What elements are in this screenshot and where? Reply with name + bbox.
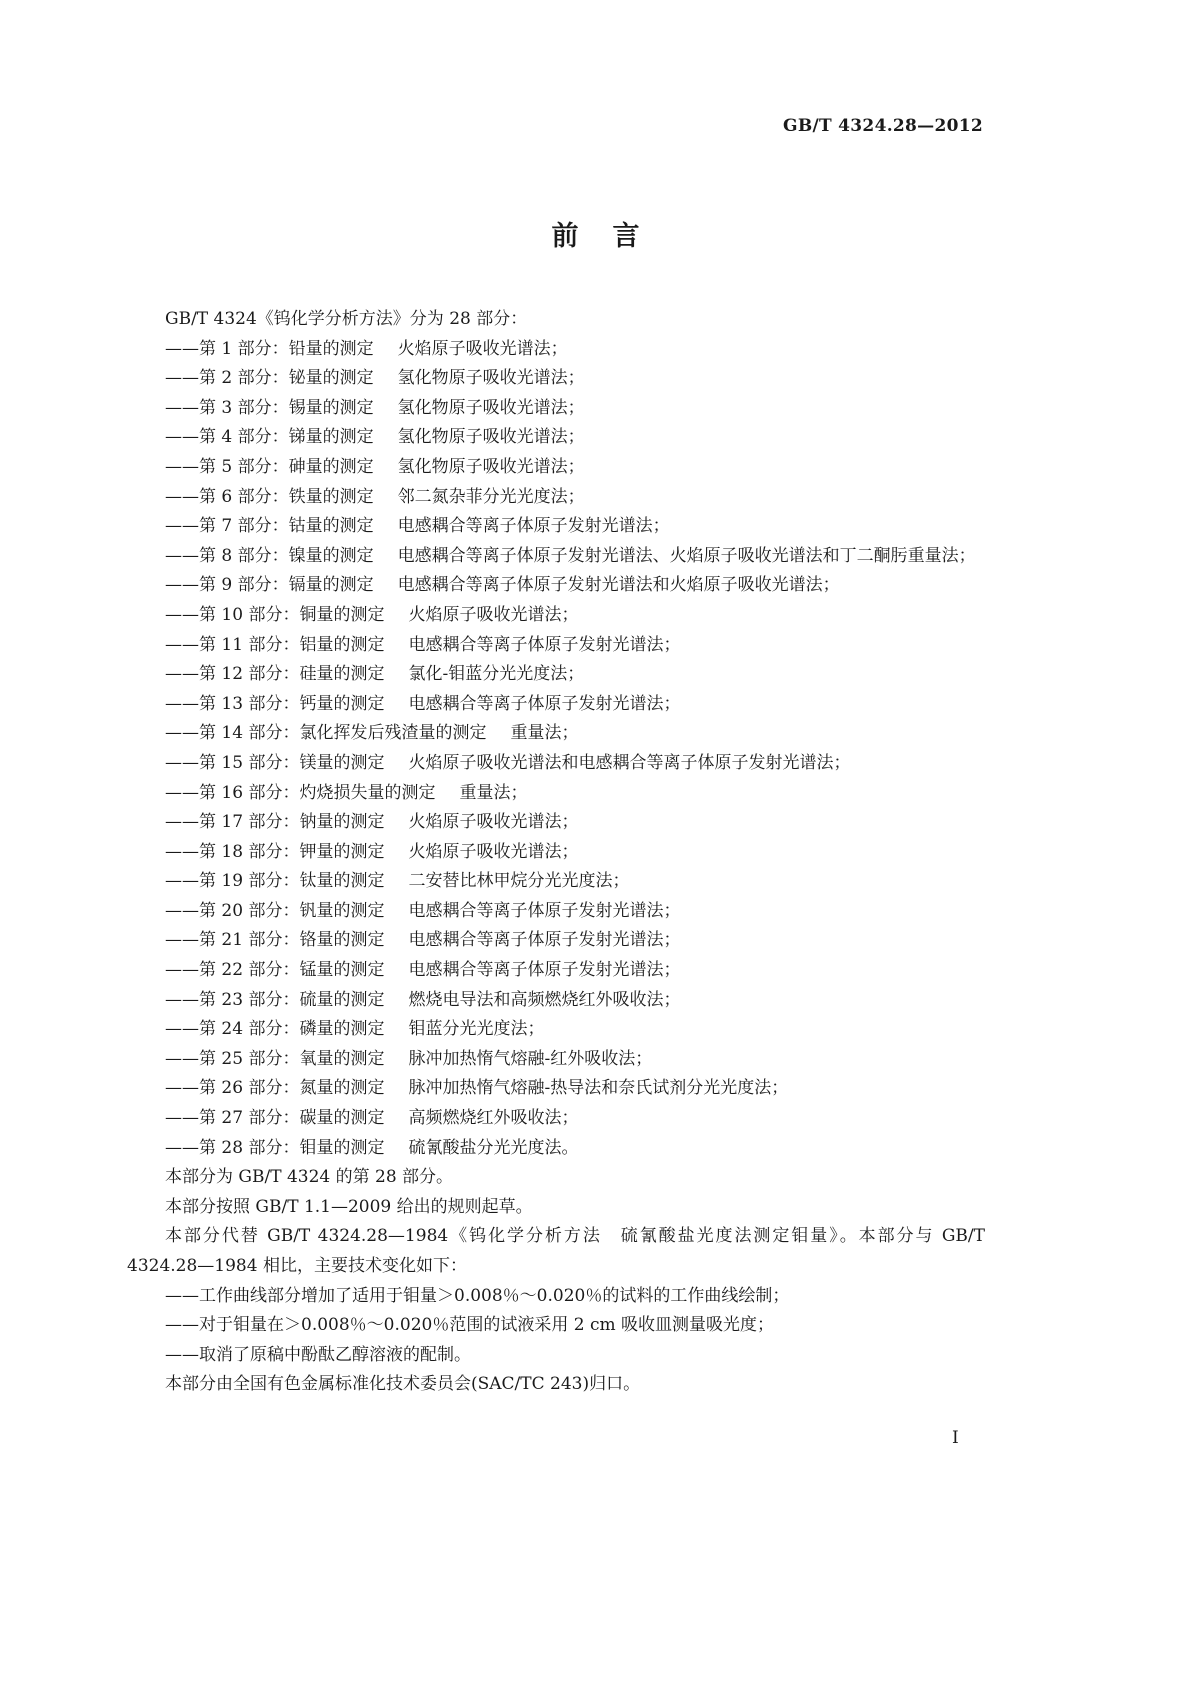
part-method: 脉冲加热惰气熔融-红外吸收法；: [408, 1048, 653, 1069]
part-label: ——第 5 部分：砷量的测定: [165, 456, 374, 477]
part-label: ——第 17 部分：钠量的测定: [165, 812, 385, 833]
list-item: [127, 483, 985, 513]
part-label: ——第 7 部分：钴量的测定: [165, 516, 374, 537]
page-title: 前言: [551, 221, 674, 252]
part-method: 氢化物原子吸收光谱法；: [397, 456, 585, 477]
part-method: 火焰原子吸收光谱法和电感耦合等离子体原子发射光谱法；: [408, 752, 851, 773]
list-item: [127, 1015, 985, 1045]
part-label: ——第 11 部分：铝量的测定: [165, 634, 385, 655]
list-item: [127, 838, 985, 868]
list-item: [127, 1104, 985, 1134]
list-item: [127, 1134, 985, 1164]
part-label: ——第 2 部分：铋量的测定: [165, 368, 374, 389]
list-item: [127, 601, 985, 631]
list-item: [127, 542, 985, 572]
list-item: [127, 926, 985, 956]
change-item: ——对于钼量在＞0.008％～0.020％范围的试液采用 2 cm 吸收皿测量吸光度；: [165, 1315, 775, 1336]
part-method: 燃烧电导法和高频燃烧红外吸收法；: [408, 989, 681, 1010]
changes-list: [127, 1282, 985, 1371]
part-method: 火焰原子吸收光谱法；: [408, 812, 579, 833]
part-method: 火焰原子吸收光谱法；: [408, 841, 579, 862]
part-label: ——第 23 部分：硫量的测定: [165, 989, 385, 1010]
list-item: [127, 364, 985, 394]
part-method: 电感耦合等离子体原子发射光谱法、火焰原子吸收光谱法和丁二酮肟重量法；: [397, 545, 976, 566]
part-method: 氢化物原子吸收光谱法；: [397, 397, 585, 418]
list-item: [127, 631, 985, 661]
part-method: 硫氰酸盐分光光度法。: [408, 1137, 579, 1158]
part-label: ——第 6 部分：铁量的测定: [165, 486, 374, 507]
parts-list: [127, 335, 985, 1164]
list-item: [127, 897, 985, 927]
part-method: 电感耦合等离子体原子发射光谱法；: [408, 930, 681, 951]
part-method: 重量法；: [459, 782, 528, 803]
list-item: [127, 660, 985, 690]
part-label: ——第 13 部分：钙量的测定: [165, 693, 385, 714]
part-method: 电感耦合等离子体原子发射光谱法和火焰原子吸收光谱法；: [397, 575, 840, 596]
part-label: ——第 8 部分：镍量的测定: [165, 545, 374, 566]
part-label: ——第 16 部分：灼烧损失量的测定: [165, 782, 436, 803]
part-label: ——第 4 部分：锑量的测定: [165, 427, 374, 448]
part-label: ——第 26 部分：氮量的测定: [165, 1078, 385, 1099]
list-item: [127, 453, 985, 483]
part-label: ——第 1 部分：铅量的测定: [165, 338, 374, 359]
part-method: 高频燃烧红外吸收法；: [408, 1108, 579, 1129]
list-item: [127, 512, 985, 542]
committee-paragraph: 本部分由全国有色金属标准化技术委员会(SAC/TC 243)归口。: [165, 1374, 641, 1395]
part-method: 电感耦合等离子体原子发射光谱法；: [397, 516, 670, 537]
part-label: ——第 25 部分：氧量的测定: [165, 1048, 385, 1069]
part-method: 邻二氮杂菲分光光度法；: [397, 486, 585, 507]
list-item: [127, 335, 985, 365]
part-label: ——第 19 部分：钛量的测定: [165, 871, 385, 892]
document-body: [127, 305, 985, 1400]
part-method: 电感耦合等离子体原子发射光谱法；: [408, 693, 681, 714]
part-label: ——第 9 部分：镉量的测定: [165, 575, 374, 596]
part-label: ——第 24 部分：磷量的测定: [165, 1019, 385, 1040]
part-label: ——第 12 部分：硅量的测定: [165, 664, 385, 685]
part-method: 氢化物原子吸收光谱法；: [397, 368, 585, 389]
part-method: 电感耦合等离子体原子发射光谱法；: [408, 900, 681, 921]
part-method: 二安替比林甲烷分光光度法；: [408, 871, 630, 892]
part-label: ——第 3 部分：锡量的测定: [165, 397, 374, 418]
list-item: [127, 956, 985, 986]
list-item: [127, 779, 985, 809]
part-method: 重量法；: [510, 723, 579, 744]
part-label: ——第 14 部分：氯化挥发后残渣量的测定: [165, 723, 487, 744]
list-item: [127, 749, 985, 779]
list-item: [127, 1074, 985, 1104]
part-method: 氢化物原子吸收光谱法；: [397, 427, 585, 448]
part-method: 脉冲加热惰气熔融-热导法和奈氏试剂分光光度法；: [408, 1078, 789, 1099]
part-label: ——第 20 部分：钒量的测定: [165, 900, 385, 921]
list-item: [127, 808, 985, 838]
list-item: [127, 571, 985, 601]
part-label: ——第 10 部分：铜量的测定: [165, 604, 385, 625]
part-method: 氯化-钼蓝分光光度法；: [408, 664, 585, 685]
part-label: ——第 22 部分：锰量的测定: [165, 960, 385, 981]
part-method: 钼蓝分光光度法；: [408, 1019, 545, 1040]
standard-code: GB/T 4324.28—2012: [783, 116, 983, 136]
drafting-paragraph: 本部分按照 GB/T 1.1—2009 给出的规则起草。: [165, 1196, 533, 1217]
part-method: 电感耦合等离子体原子发射光谱法；: [408, 960, 681, 981]
part-label: ——第 27 部分：碳量的测定: [165, 1108, 385, 1129]
list-item: [127, 690, 985, 720]
list-item: [127, 394, 985, 424]
part-label: ——第 21 部分：铬量的测定: [165, 930, 385, 951]
list-item: [127, 867, 985, 897]
part-method: 电感耦合等离子体原子发射光谱法；: [408, 634, 681, 655]
replaces-paragraph: 本部分代替 GB/T 4324.28—1984《钨化学分析方法 硫氰酸盐光度法测定钼量》。本部分与 GB/T 4324.28—1984 相比，主要技术变化如下：: [127, 1226, 985, 1276]
part-of-paragraph: 本部分为 GB/T 4324 的第 28 部分。: [165, 1167, 454, 1188]
change-item: ——工作曲线部分增加了适用于钼量＞0.008％～0.020％的试料的工作曲线绘制；: [165, 1285, 790, 1306]
page-number: I: [952, 1428, 959, 1448]
part-label: ——第 15 部分：镁量的测定: [165, 752, 385, 773]
list-item: [127, 1045, 985, 1075]
part-label: ——第 28 部分：钼量的测定: [165, 1137, 385, 1158]
change-item: ——取消了原稿中酚酞乙醇溶液的配制。: [165, 1344, 471, 1365]
list-item: [127, 719, 985, 749]
list-item: [127, 986, 985, 1016]
part-method: 火焰原子吸收光谱法；: [408, 604, 579, 625]
intro-paragraph: GB/T 4324《钨化学分析方法》分为 28 部分：: [165, 309, 528, 329]
list-item: [127, 423, 985, 453]
part-label: ——第 18 部分：钾量的测定: [165, 841, 385, 862]
part-method: 火焰原子吸收光谱法；: [397, 338, 568, 359]
